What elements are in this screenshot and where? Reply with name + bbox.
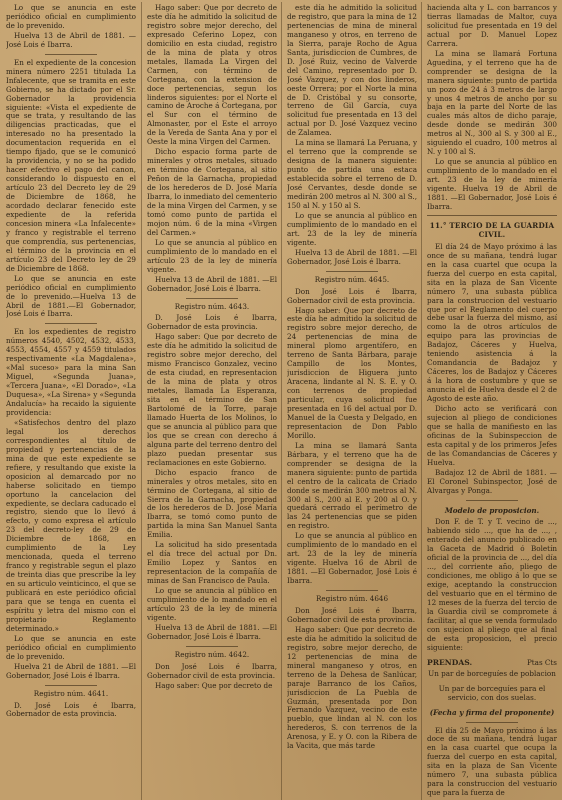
paragraph: Huelva 13 de Abril de 1881. —José Lois é Ibarra. [6, 30, 136, 49]
paragraph: D. José Lois é Ibarra, Gobernador de esta provincia. [147, 313, 277, 332]
paragraph: Huelva 21 de Abril de 1881. —El Gobernador, José Lois é Ibarra. [6, 661, 136, 680]
paragraph: Dicho espacio franco de minerales y otros metales, sito en término de Cortegana, al sitio de Sierra de la Garnacha, propiedad de los herederos de D. José María Ibarra, se tomó como punto de partida la mina San Manuel Santa Emilia. [147, 467, 277, 540]
column-4 [427, 4, 557, 798]
prenda-item: Un par de borceguíes para el servicio, con dos suelas. [438, 683, 546, 702]
paragraph: Lo que se anuncia al público en cumplimiento de lo mandado en el art. 23 de la ley de minería vigente. Huelva 19 de Abril de 1881. —El Gobernador, José Lois é Ibarra. [427, 157, 557, 211]
italic-heading: (Fecha y firma del proponente) [429, 707, 555, 717]
divider [326, 271, 378, 272]
paragraph: Hago saber: Que por decreto de este día he admitido la solicitud de registro sobre mejor derecho, de 24 pertenencias de mina de mineral plomo argentífero, en terreno de Santa Bárbara, paraje Campillo de los Montes, jurisdiccion de Higuera junto Aracena, lindante al N. S. E. y O. con terrenos de propiedad particular, cuya solicitud fue presentada en 16 del actual por D. Manuel de la Cuesta y Delgado, en representacion de Don Pablo Morillo. [287, 305, 417, 440]
italic-heading: Modelo de proposicion. [444, 505, 540, 515]
paragraph: Don José Lois é Ibarra, Gobernador civil de esta provincia. [287, 286, 417, 305]
paragraph: Lo que se anuncia al público en cumplimiento de lo mandado en el art. 23 de la ley de minería vigente. [287, 210, 417, 247]
section-heading: 11.° TERCIO DE LA GUARDIA CIVIL. [429, 220, 555, 239]
paragraph: En los expedientes de registro números 4540, 4502, 4532, 4533, 4553, 4554, 4557 y 4559 titulados respectivamente «La Magdalena», «Mal suceso» para la mina San Miguel, «Segunda Juana», «Tercera Juana», «El Dorado», «La Duquesa», «La Sirena» y «Segunda Andalucía» ha recaido la siguiente providencia: [6, 327, 136, 417]
paragraph: Hago saber: Que por decreto de [155, 680, 273, 690]
paragraph: Don José Lois é Ibarra, Gobernador civil de esta provincia. [287, 606, 417, 624]
paragraph: Hago saber: Que por decreto de este día he admitido la solicitud de registro sobre mejor derecho, del mismo Francisco Gonzalez, vecino de esta ciudad, en representacion de la mina de plata y otros metales, llamada La Esperanza, sita en el término de San Bartolomé de la Torre, paraje llamado Huerta de los Molinos, lo que se anuncia al público para que los que se crean con derecho á alguna parte del terreno dentro del plazo puedan presentar sus reclamaciones en este Gobierno. [147, 332, 277, 467]
divider [466, 722, 518, 723]
divider [186, 298, 238, 299]
column-rule [421, 2, 422, 800]
prendas-label: PRENDAS. [427, 657, 473, 667]
paragraph: este día he admitido la solicitud de registro, que para la mina de 12 pertenencias de mina de mineral manganeso y otros, en terreno de la Sierra, paraje Rocho de Agua Santa, jurisdiccion de Cumbres, de D. José Ruiz, vecino de Valverde del Camino, representado por D. José Vazquez, y con dos linderos, oeste Orrera; por el Norte la mina de D. Cristóbal y su consorte, terreno de Gil García, cuya solicitud fue presentada en 13 del actual por D. José Vazquez vecino de Zalamea. [287, 4, 417, 138]
paragraph: Lo que se anuncia en este periódico oficial en cumplimiento de lo prevenido.—Huelva 13 de Abril de 1881.—El Gobernador, José Lois é Ibarra. [6, 273, 136, 319]
price-column-label: Ptas Cts [526, 657, 557, 667]
paragraph: El día 24 de Mayo próximo á las once de su mañana, tendrá lugar en la casa cuartel que ocupa la fuerza del cuerpo en esta capital, sita en la plaza de San Vicente número 7, una subasta pública para la construccion del vestuario que por el Reglamento del cuerpo debe usar la fuerza del mismo, así como la de otros artículos de equipo para las provincias de Badajoz, Cáceres y Huelva, teniendo asistencia á la Comandancia de Badajoz y Cáceres, los de Badajoz y Cáceres á la hora de costumbre y que se anuncia el de Huelva desde el 2 de Agosto de este año. [427, 241, 557, 404]
paragraph: Lo que se anuncia en este periódico oficial en cumplimiento de lo prevenido. [6, 4, 136, 30]
registry-heading: Registro núm. 4646 [315, 594, 389, 604]
paragraph: Hago saber: Que por decreto de este día he admitido la solicitud de registro sobre mejor derecho, del expresado Ceferino Lopez, con domicilio en esta ciudad, registro de la mina de plata y otros metales, llamada La Virgen del Carmen, con término de Cortegana, con la extension de doce pertenencias, segun los linderos siguientes: por el Norte el camino de Aroche á Cortegana, por el Sur con el término de Almonaster, por el Este el arroyo de la Vereda de Santa Ana y por el Oeste la mina Virgen del Carmen. [147, 4, 277, 147]
paragraph: Don José Lois é Ibarra, Gobernador civil de esta provincia. [147, 661, 277, 680]
paragraph: Lo que se anuncia en este periódico oficial en cumplimiento de lo prevenido. [6, 633, 136, 661]
column-rule [281, 2, 282, 800]
divider [427, 215, 557, 216]
column-1 [6, 4, 136, 798]
paragraph: La mina se llamará Santa Bárbara, y el terreno que ha de comprender se designa de la manera siguiente: punto de partida el centro de la calicata de Criado donde se medirán 300 metros al N. 300 al S., 200 al E. y 200 al O. y quedará cerrado el perímetro de las 24 pertenencias que se piden en registro. [287, 440, 417, 531]
paragraph: Huelva 13 de Abril de 1881. —El Gobernador, José Lois é Ibarra. [147, 622, 277, 641]
divider [45, 323, 97, 324]
paragraph: Don F. de T. y T. vecino de ..., habiendo sido ..., que ha de ..., , enterado del anuncio publicado en la Gaceta de Madrid ó Boletín oficial de la provincia de ..., del día ..., del corriente año, pliego de condiciones, me obligo á lo que se exige, aceptando la construccion del vestuario que en el término de 12 meses de la fuerza del tercio de la Guardia civil se compromete á facilitar, al que se venda formulado con sujecion al pliego que al final de esta proposicion, el precio siguiente: [427, 517, 557, 652]
column-rule [141, 2, 142, 800]
registry-heading: Registro núm. 4643. [174, 301, 250, 311]
column-3 [287, 4, 417, 798]
registry-heading: Registro núm. 4641. [33, 688, 109, 698]
column-2 [147, 4, 277, 798]
paragraph: hacienda alta y L. con barrancos y tierras llamadas de Maltor, cuya solicitud fue presentada en 19 del actual por D. Manuel Lopez Carrera. [427, 4, 557, 48]
prendas-list [427, 670, 557, 703]
paragraph: «Satisfechos dentro del plazo legal los derechos correspondientes al título de propiedad y pertenencias de la mina de que este expediente se refiere, y resultando que existe la oposicion al demarcado por no haberse solicitado en tiempo oportuno la cancelacion del expediente, se declara caducado el registro, siendo que lo llevó á efecto, y como expresa el artículo 23 del decreto-ley de 29 de Diciembre de 1868, en cumplimiento de la Ley mencionada, queda el terreno franco y registrable segun el plazo de treinta dias que prescribe la ley en su articulo veinticinco, el que se publicará en este periódico oficial para que se tenga en cuenta el espíritu y letra del mismo con el propietario Reglamento determinado.» [6, 417, 136, 633]
paragraph: En el expediente de la concesion minera número 2251 titulada La Infalecente, que se tramita en este Gobierno, se ha dictado por el Sr. Gobernador la providencia siguiente: «Vista el expediente de que se trata, y resultando de las diligencias practicadas, que el interesado no ha presentado la documentacion requerida en el tiempo fijado, que se le comunicó la providencia, y no se ha podido hacer efectivo el pago del canon, considerando lo dispuesto en el artículo 23 del Decreto ley de 29 de Diciembre de 1868, he acordado declarar fenecido este expediente de la referida concesion minera «La Infalecente» y franco y registrable el terreno que comprendía, sus pertenencias, el término de la provincia en el artículo 23 del Decreto ley de 29 de Diciembre de 1868. [6, 57, 136, 273]
divider [186, 646, 238, 647]
paragraph: Lo que se anuncia al público en cumplimiento de lo mandado en el art. 23 de la ley de minería vigente. Huelva 16 de Abril de 1881. —El Gobernador, José Lois é Ibarra. [287, 531, 417, 586]
paragraph: Lo que se anuncia al público en cumplimiento de lo mandado en el artículo 23 de la ley de minería vigente. [147, 586, 277, 622]
paragraph: Dicho acto se verificará con sujecion al pliego de condiciones que se halla de manifiesto en las oficinas de la Subinspeccion de esta capital y de los primeros Jefes de las Comandancias de Cáceres y Huelva. [427, 403, 557, 467]
divider [326, 590, 378, 591]
paragraph: Lo que se anuncia al público en cumplimiento de lo mandado en el artículo 23 de la ley de minería vigente. [147, 237, 277, 274]
divider [466, 500, 518, 501]
registry-heading: Registro núm. 4645. [314, 274, 390, 284]
prenda-item: Un par de borceguíes de poblacion [428, 668, 556, 678]
paragraph: La solicitud ha sido presentada el día trece del actual por Dn. Emilio Lopez y Santos en representacion de la compañía de minas de San Francisco de Paula. [147, 540, 277, 586]
prendas-header [427, 659, 557, 668]
paragraph: Hago saber: Que por decreto de este día he admitido la solicitud de registro, sobre mejor derecho, de 12 pertenencias de mina de mineral manganeso y otros, en terreno de la Dehesa de Sanlúcar, paraje Barranco de los Caños, jurisdiccion de La Puebla de Guzmán, presentada por Don Fernando Vazquez, vecino de este pueblo, que lindan al N. con los herederos, S. con terrenos de la Arenosa, y E. y O. con la Ribera de la Vacita, que más tarde [287, 624, 417, 751]
paragraph: El día 25 de Mayo próximo á las doce de su mañana, tendrá lugar en la casa cuartel que ocupa la fuerza del cuerpo en esta capital, sita en la plaza de San Vicente número 7, una subasta pública para la construccion del vestuario que para la fuerza de [427, 725, 557, 798]
paragraph: Huelva 13 de Abril de 1881. —El Gobernador, José Lois é Ibarra. [287, 247, 417, 266]
paragraph: Huelva 13 de Abril de 1881. —El Gobernador, José Lois é Ibarra. [147, 274, 277, 293]
divider [45, 685, 97, 686]
paragraph: Badajoz 12 de Abril de 1881. —El Coronel Subinspector, José de Alvargas y Ponga. [427, 467, 557, 495]
paragraph: La mina se llamará La Peruana, y el terreno que la comprende se designa de la manera siguiente: punto de partida una estaca establecida sobre el terreno de D. José Cervantes, desde donde se medirán 200 metros al N. 300 al S., 150 al N. y 150 al S. [287, 138, 417, 210]
paragraph: Dicho espacio forma parte de minerales y otros metales, situado en término de Cortegana, al sitio Peñon de la Garnacha, propiedad de los herederos de D. José María Ibarra, lo inmediato del cementerio de la mina Virgen del Carmen, y se tomó como punto de partida el mojon núm. 6 de la mina «Virgen del Carmen.» [147, 147, 277, 237]
paragraph: D. José Lois é Ibarra, Gobernador de esta provincia. [6, 700, 136, 719]
divider [45, 54, 97, 55]
paragraph: La mina se llamará Fortuna Aguedina, y el terreno que ha de comprender se designa de la manera siguiente: punto de partida un pozo de 24 á 3 metros de largo y unos 4 metros de ancho por su baja en la parte del Norte de las cuales más altos de dicho paraje, desde donde se medirán 300 metros al N., 300 al S. y 300 al E., siguiendo el cuadro, 100 metros al N. y 100 al S. [427, 48, 557, 157]
registry-heading: Registro núm. 4642. [174, 649, 250, 659]
